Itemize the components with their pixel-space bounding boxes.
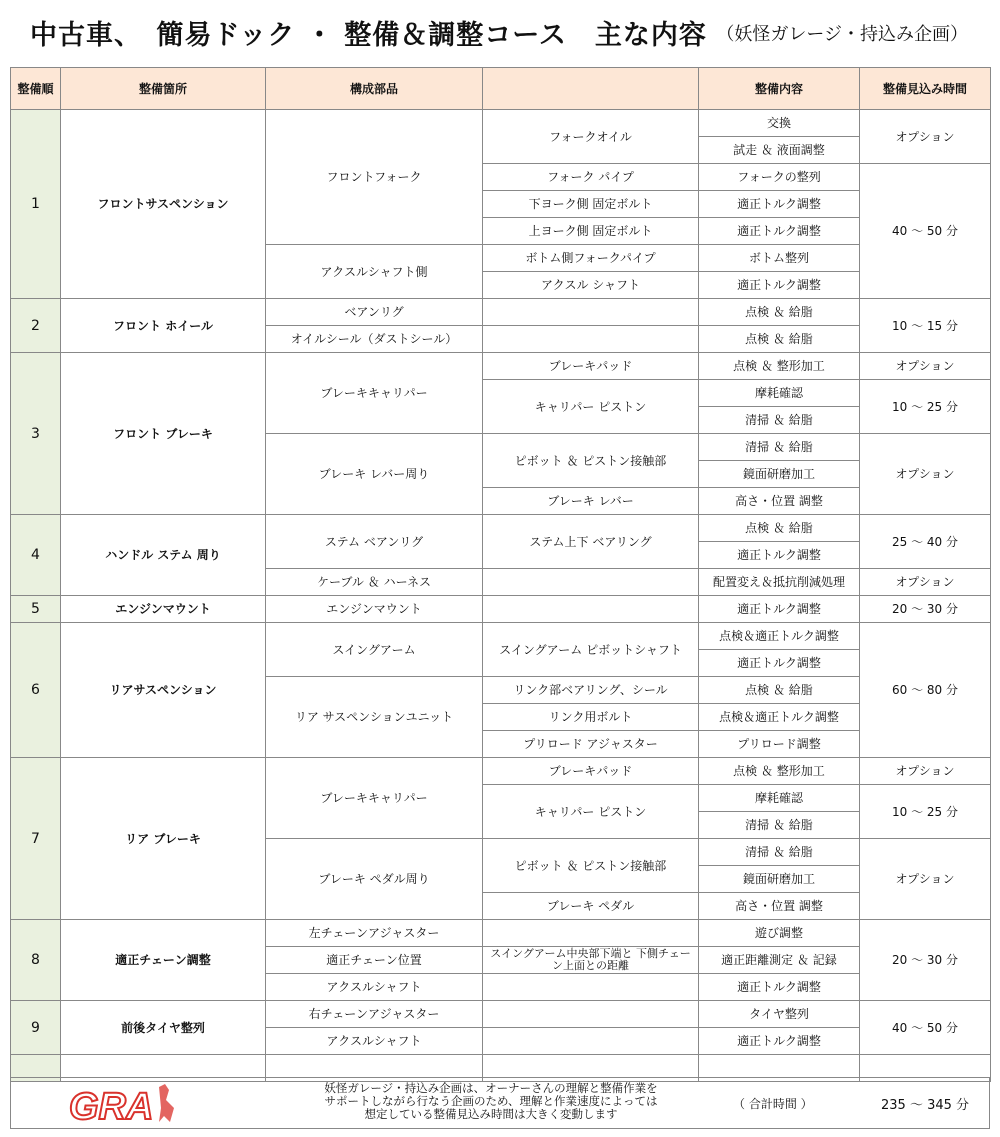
work-cell: 鏡面研磨加工	[699, 866, 860, 893]
logo-text: GRA	[69, 1086, 154, 1125]
note-line: 妖怪ガレージ・持込み企画は、オーナーさんの理解と整備作業を	[324, 1081, 658, 1095]
subpart-cell: リンク部ベアリング、シール	[483, 677, 699, 704]
part-cell: ケーブル ＆ ハーネス	[266, 569, 483, 596]
work-cell: 適正トルク調整	[699, 272, 860, 299]
time-cell: オプション	[860, 434, 991, 515]
time-cell: 25 ～ 40 分	[860, 515, 991, 569]
order-number: 4	[11, 515, 61, 596]
work-cell: 高さ・位置 調整	[699, 488, 860, 515]
work-cell: 点検＆適正トルク調整	[699, 704, 860, 731]
time-cell: オプション	[860, 353, 991, 380]
part-cell: フロントフォーク	[266, 110, 483, 245]
order-number: 7	[11, 758, 61, 920]
footer-note	[291, 1082, 691, 1121]
time-cell: オプション	[860, 110, 991, 164]
location-cell: エンジンマウント	[61, 596, 266, 623]
work-cell: 清掃 ＆ 給脂	[699, 839, 860, 866]
work-cell: 配置変え＆抵抗削減処理	[699, 569, 860, 596]
subpart-cell: ピボット ＆ ピストン接触部	[483, 434, 699, 488]
order-number: 5	[11, 596, 61, 623]
work-cell: 摩耗確認	[699, 380, 860, 407]
table-row	[11, 110, 991, 137]
work-cell: プリロード調整	[699, 731, 860, 758]
location-cell: フロント ホイール	[61, 299, 266, 353]
part-cell: ブレーキ ペダル周り	[266, 839, 483, 920]
time-cell: 10 ～ 25 分	[860, 380, 991, 434]
subpart-cell: 上ヨーク側 固定ボルト	[483, 218, 699, 245]
work-cell: 清掃 ＆ 給脂	[699, 407, 860, 434]
gra-logo	[67, 1083, 187, 1125]
work-cell: 点検 ＆ 給脂	[699, 677, 860, 704]
total-value: 235 ～ 345 分	[881, 1098, 970, 1113]
work-cell: 摩耗確認	[699, 785, 860, 812]
subpart-cell: スイングアーム中央部下端と 下側チェーン上面との距離	[483, 947, 699, 974]
work-cell: 遊び調整	[699, 920, 860, 947]
time-cell: オプション	[860, 569, 991, 596]
subpart-cell: フォークオイル	[483, 110, 699, 164]
work-cell: タイヤ整列	[699, 1001, 860, 1028]
part-cell: アクスルシャフト	[266, 974, 483, 1001]
part-cell: エンジンマウント	[266, 596, 483, 623]
maintenance-table	[10, 67, 991, 1082]
location-cell: リア ブレーキ	[61, 758, 266, 920]
table-row	[11, 1001, 991, 1028]
header-work: 整備内容	[699, 68, 860, 110]
subpart-cell: プリロード アジャスター	[483, 731, 699, 758]
work-cell: 点検 ＆ 給脂	[699, 299, 860, 326]
part-cell: 右チェーンアジャスター	[266, 1001, 483, 1028]
work-cell: 交換	[699, 110, 860, 137]
location-cell: 適正チェーン調整	[61, 920, 266, 1001]
subpart-cell: スイングアーム ピボットシャフト	[483, 623, 699, 677]
time-cell: 60 ～ 80 分	[860, 623, 991, 758]
part-cell: オイルシール（ダストシール）	[266, 326, 483, 353]
work-cell: 点検 ＆ 給脂	[699, 515, 860, 542]
subpart-cell	[483, 1001, 699, 1028]
subpart-cell: ブレーキパッド	[483, 353, 699, 380]
table-row	[11, 299, 991, 326]
subpart-cell	[483, 596, 699, 623]
table-footer	[10, 1077, 990, 1129]
part-cell: ベアンリグ	[266, 299, 483, 326]
work-cell: 適正トルク調整	[699, 650, 860, 677]
order-number: 8	[11, 920, 61, 1001]
time-cell: 20 ～ 30 分	[860, 920, 991, 1001]
subpart-cell	[483, 299, 699, 326]
order-number: 6	[11, 623, 61, 758]
work-cell: 適正トルク調整	[699, 596, 860, 623]
work-cell: 適正トルク調整	[699, 1028, 860, 1055]
work-cell: 鏡面研磨加工	[699, 461, 860, 488]
work-cell: 点検 ＆ 整形加工	[699, 758, 860, 785]
work-cell: 適正トルク調整	[699, 542, 860, 569]
part-cell: ブレーキキャリパー	[266, 758, 483, 839]
work-cell: 適正トルク調整	[699, 974, 860, 1001]
subpart-cell: キャリパー ピストン	[483, 380, 699, 434]
table-row	[11, 758, 991, 785]
part-cell: スイングアーム	[266, 623, 483, 677]
table-row	[11, 515, 991, 542]
location-cell: ハンドル ステム 周り	[61, 515, 266, 596]
work-cell: 高さ・位置 調整	[699, 893, 860, 920]
work-cell: 点検 ＆ 給脂	[699, 326, 860, 353]
work-cell: 適正トルク調整	[699, 218, 860, 245]
subpart-cell: ブレーキ ペダル	[483, 893, 699, 920]
time-cell: 20 ～ 30 分	[860, 596, 991, 623]
work-cell: フォークの整列	[699, 164, 860, 191]
time-cell: 40 ～ 50 分	[860, 164, 991, 299]
time-cell: オプション	[860, 758, 991, 785]
work-cell: 試走 ＆ 液面調整	[699, 137, 860, 164]
note-line: 想定している整備見込み時間は大きく変動します	[364, 1107, 618, 1121]
part-cell: 適正チェーン位置	[266, 947, 483, 974]
order-number: 3	[11, 353, 61, 515]
time-cell: 10 ～ 15 分	[860, 299, 991, 353]
time-cell: 40 ～ 50 分	[860, 1001, 991, 1055]
order-number: 1	[11, 110, 61, 299]
subpart-cell: ブレーキ レバー	[483, 488, 699, 515]
part-cell: 左チェーンアジャスター	[266, 920, 483, 947]
location-cell: フロント ブレーキ	[61, 353, 266, 515]
location-cell: フロントサスペンション	[61, 110, 266, 299]
logo-mascot-icon	[159, 1084, 174, 1122]
location-cell: リアサスペンション	[61, 623, 266, 758]
subpart-cell	[483, 326, 699, 353]
subpart-cell: 下ヨーク側 固定ボルト	[483, 191, 699, 218]
part-cell: アクスルシャフト	[266, 1028, 483, 1055]
location-cell: 前後タイヤ整列	[61, 1001, 266, 1055]
table-row	[11, 353, 991, 380]
table-row	[11, 623, 991, 650]
time-cell: 10 ～ 25 分	[860, 785, 991, 839]
subpart-cell: ステム上下 ベアリング	[483, 515, 699, 569]
page-subtitle: （妖怪ガレージ・持込み企画）	[716, 24, 968, 45]
header-parts: 構成部品	[266, 68, 483, 110]
work-cell: ボトム整列	[699, 245, 860, 272]
work-cell: 清掃 ＆ 給脂	[699, 434, 860, 461]
work-cell: 適正距離測定 ＆ 記録	[699, 947, 860, 974]
note-line: サポートしながら行なう企画のため、理解と作業速度によっては	[324, 1094, 658, 1108]
part-cell: アクスルシャフト側	[266, 245, 483, 299]
header-time: 整備見込み時間	[860, 68, 991, 110]
work-cell: 点検＆適正トルク調整	[699, 623, 860, 650]
subpart-cell	[483, 974, 699, 1001]
subpart-cell: ボトム側フォークパイプ	[483, 245, 699, 272]
table-header-row	[11, 68, 991, 110]
subpart-cell: キャリパー ピストン	[483, 785, 699, 839]
work-cell: 適正トルク調整	[699, 191, 860, 218]
subpart-cell: ブレーキパッド	[483, 758, 699, 785]
header-subparts	[483, 68, 699, 110]
subpart-cell: フォーク パイプ	[483, 164, 699, 191]
table-row	[11, 596, 991, 623]
page-header	[0, 0, 1000, 62]
order-number: 2	[11, 299, 61, 353]
part-cell: ステム ベアンリグ	[266, 515, 483, 569]
order-number: 9	[11, 1001, 61, 1055]
header-order: 整備順	[11, 68, 61, 110]
work-cell: 清掃 ＆ 給脂	[699, 812, 860, 839]
part-cell: ブレーキ レバー周り	[266, 434, 483, 515]
subpart-cell	[483, 569, 699, 596]
subpart-cell: アクスル シャフト	[483, 272, 699, 299]
part-cell: ブレーキキャリパー	[266, 353, 483, 434]
total-label: （ 合計時間 ）	[733, 1097, 813, 1111]
time-cell: オプション	[860, 839, 991, 920]
subpart-cell	[483, 920, 699, 947]
subpart-cell: ピボット ＆ ピストン接触部	[483, 839, 699, 893]
part-cell: リア サスペンションユニット	[266, 677, 483, 758]
page-title: 中古車、 簡易ドック ・ 整備＆調整コース 主な内容	[30, 20, 707, 51]
work-cell: 点検 ＆ 整形加工	[699, 353, 860, 380]
header-location: 整備箇所	[61, 68, 266, 110]
subpart-cell: リンク用ボルト	[483, 704, 699, 731]
subpart-cell	[483, 1028, 699, 1055]
table-row	[11, 920, 991, 947]
